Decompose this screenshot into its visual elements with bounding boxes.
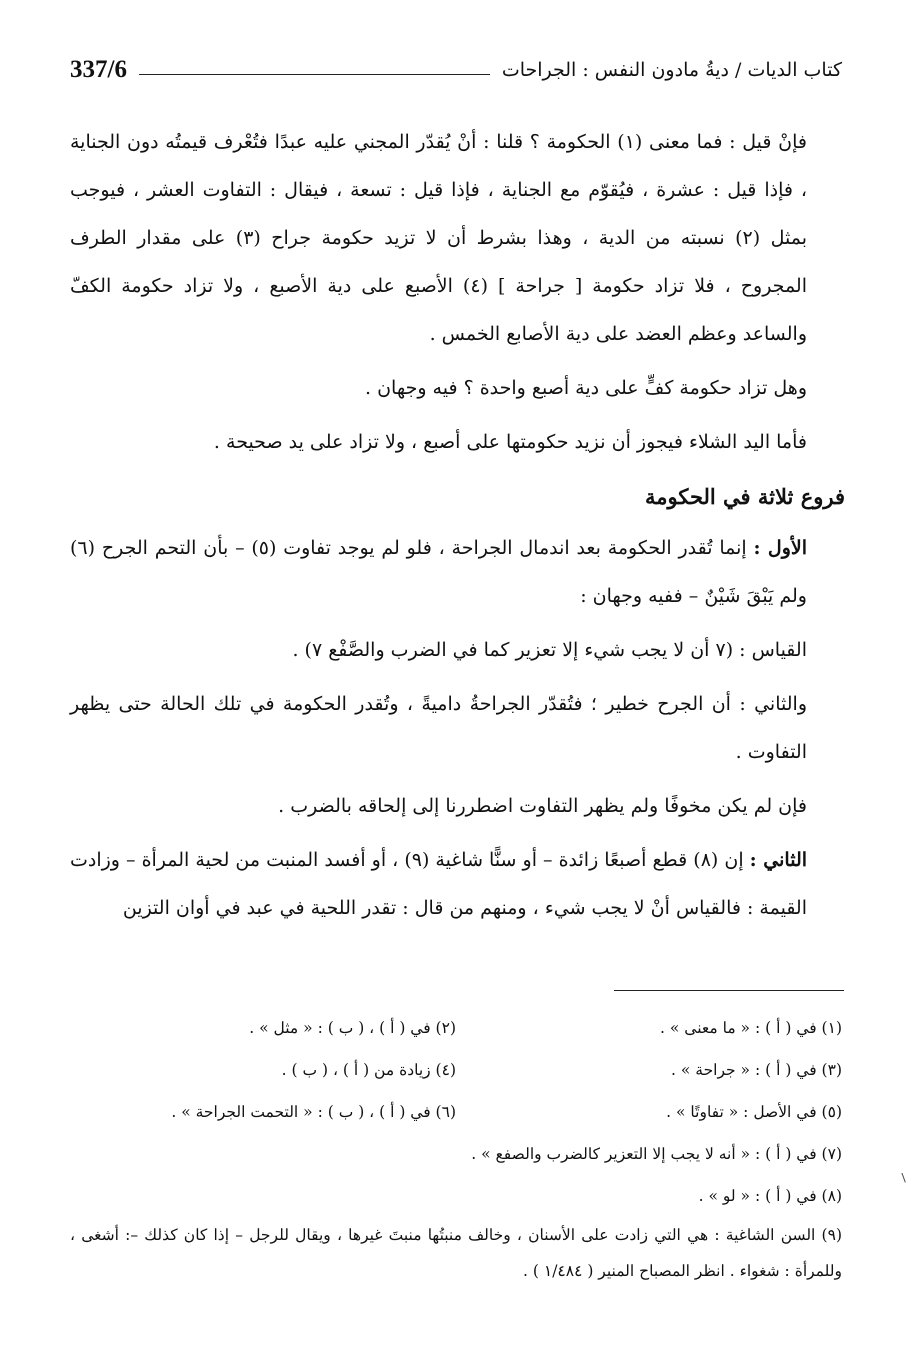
paragraph-first-branch <box>70 524 845 620</box>
paragraph-second-view: والثاني : أن الجرح خطير ؛ فتُقدّر الجراحةُ داميةً ، وتُقدر الحكومة في تلك الحالة حتى يظهر التفاوت . <box>70 693 807 763</box>
footnotes <box>70 1007 842 1289</box>
paragraph-paralyzed-hand: فأما اليد الشلاء فيجوز أن نزيد حكومتها على أصبع ، ولا تزاد على يد صحيحة . <box>213 431 807 453</box>
paragraph-second-branch <box>70 836 845 932</box>
second-branch-text: إن (٨) قطع أصبعًا زائدة – أو سنًّا شاغية (٩) ، أو أفسد المنبت من لحية المرأة – وزادت القيمة : فالقياس أنْ لا يجب شيء ، ومنهم من قال : تقدر اللحية في عبد في أوان التزين <box>70 849 807 919</box>
footnote-row <box>70 1133 842 1175</box>
footnote-1: (١) في ( أ ) : « ما معنى » . <box>660 1019 842 1037</box>
page-header <box>70 50 842 90</box>
footnote-rule <box>614 990 844 991</box>
footnote-2: (٢) في ( أ ) ، ( ب ) : « مثل » . <box>249 1019 456 1037</box>
paragraph-hukuma-definition: فإنْ قيل : فما معنى (١) الحكومة ؟ قلنا : أنْ يُقدّر المجني عليه عبدًا فتُعْرف قيمتُه دون الجناية ، فإذا قيل : عشرة ، فيُقوّم مع الجناية ، فإذا قيل : تسعة ، فيقال : التفاوت العشر ، فيوجب بمثل (٢) نسبته من الدية ، وهذا بشرط أن لا تزيد حكومة جراح (٣) على مقدار الطرف المجروح ، فلا تزاد حكومة [ جراحة ] (٤) الأصبع على دية الأصبع ، ولا تزاد حكومة الكفّ والساعد وعظم العضد على دية الأصابع الخمس . <box>70 131 807 345</box>
running-title: كتاب الديات / ديةُ مادون النفس : الجراحات <box>501 59 842 81</box>
section-heading: فروع ثلاثة في الحكومة <box>645 484 845 509</box>
first-branch-text: إنما تُقدر الحكومة بعد اندمال الجراحة ، فلو لم يوجد تفاوت (٥) – بأن التحم الجرح (٦) ولم يَبْقَ شَيْنٌ – ففيه وجهان : <box>70 537 807 607</box>
footnote-row <box>70 1049 842 1091</box>
footnote-6: (٦) في ( أ ) ، ( ب ) : « التحمت الجراحة » . <box>171 1103 456 1121</box>
paragraph-palm-question: وهل تزاد حكومة كفٍّ على دية أصبع واحدة ؟ فيه وجهان . <box>365 377 807 399</box>
scan-mark <box>901 1171 909 1182</box>
paragraph-not-feared: فإن لم يكن مخوفًا ولم يظهر التفاوت اضطررنا إلى إلحاقه بالضرب . <box>278 795 807 817</box>
paragraph-qiyas: القياس : (٧ أن لا يجب شيء إلا تعزير كما في الضرب والصَّفْع ٧) . <box>292 639 807 661</box>
first-branch-label: الأول : <box>753 537 807 559</box>
footnote-7: (٧) في ( أ ) : « أنه لا يجب إلا التعزير كالضرب والصفع » . <box>471 1145 842 1163</box>
footnote-9: (٩) السن الشاغية : هي التي زادت على الأسنان ، وخالف منبتُها منبتَ غيرها ، ويقال للرجل – إذا كان كذلك –: أشغى ، وللمرأة : شغواء . انظر المصباح المنير ( ١/٤٨٤ ) . <box>70 1226 842 1280</box>
second-branch-label: الثاني : <box>749 849 808 871</box>
footnote-row <box>70 1175 842 1217</box>
main-text <box>70 118 845 932</box>
footnote-row <box>70 1091 842 1133</box>
footnote-8: (٨) في ( أ ) : « لو » . <box>698 1187 842 1205</box>
page-number: 337/6 <box>70 56 127 83</box>
footnote-row <box>70 1007 842 1049</box>
header-rule <box>139 74 490 75</box>
footnote-5: (٥) في الأصل : « تفاوتًا » . <box>666 1103 842 1121</box>
footnote-3: (٣) في ( أ ) : « جراحة » . <box>671 1061 842 1079</box>
footnote-4: (٤) زيادة من ( أ ) ، ( ب ) . <box>281 1061 456 1079</box>
